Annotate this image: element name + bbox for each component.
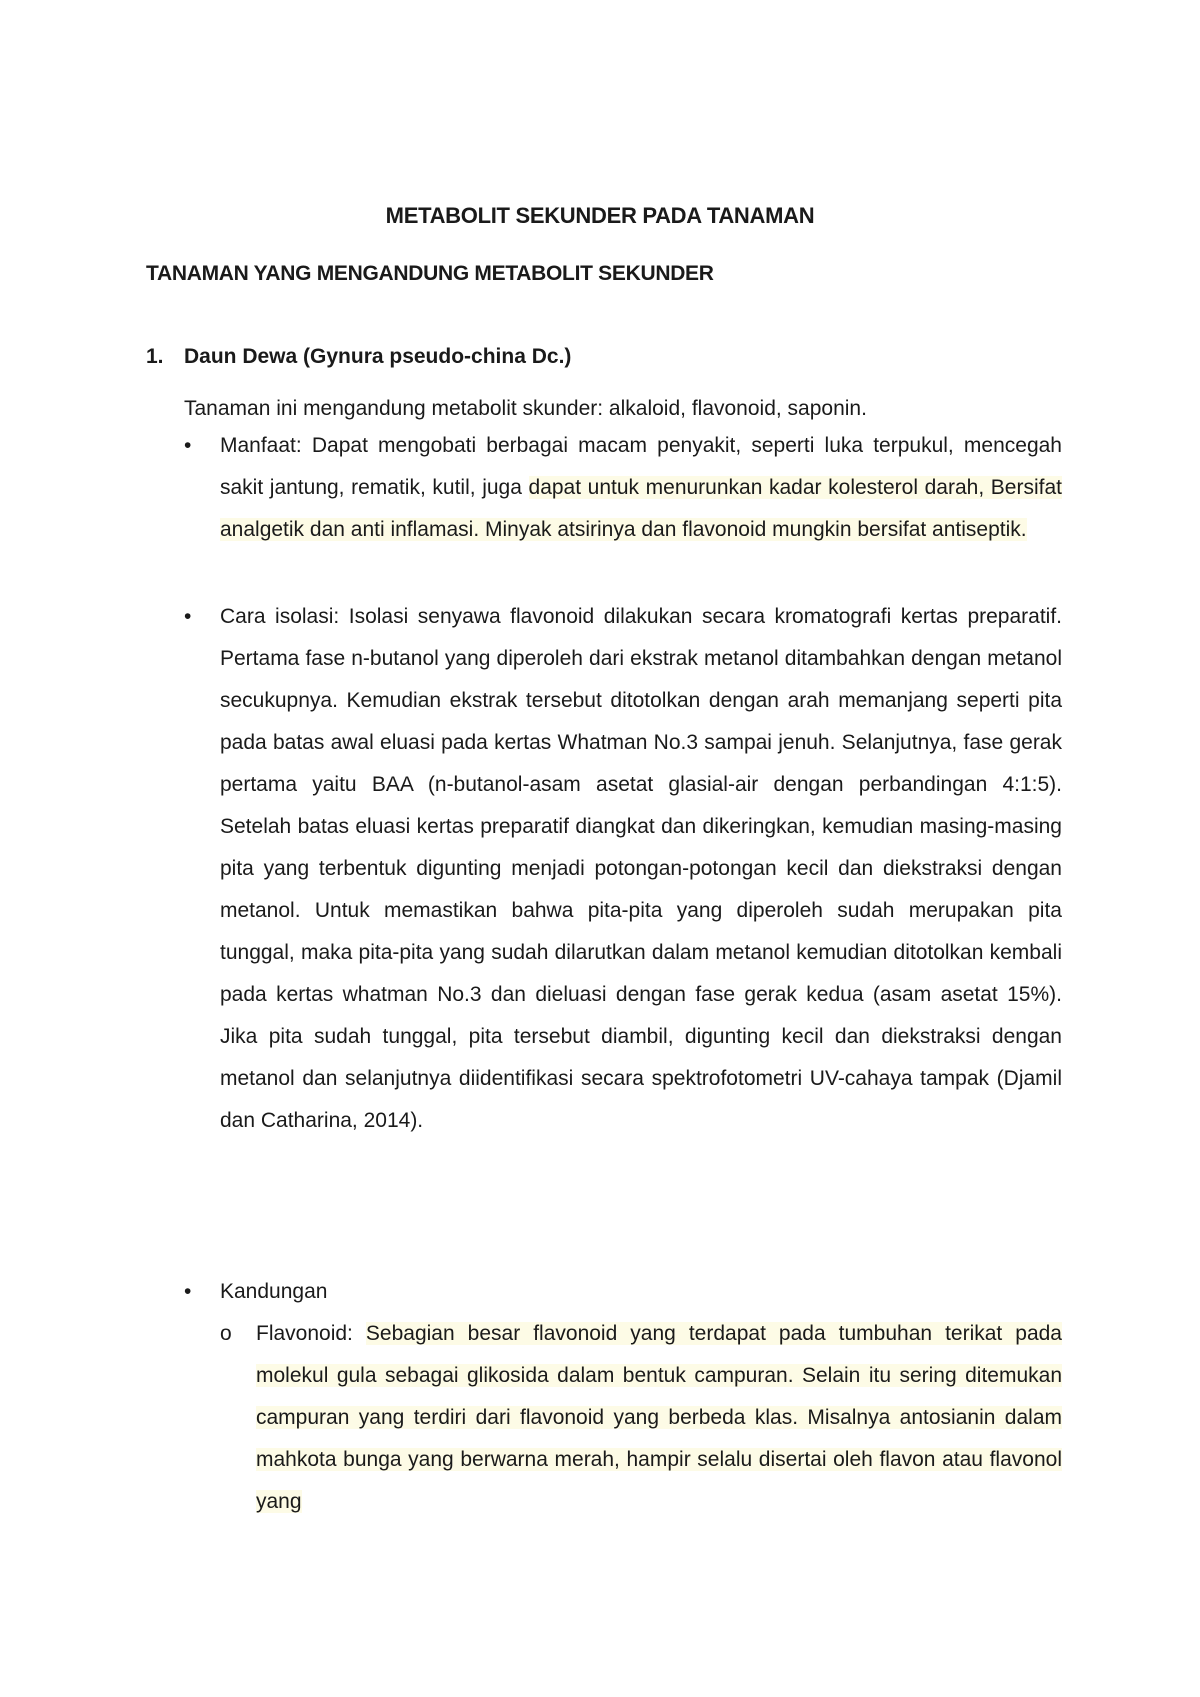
bullet-manfaat (184, 425, 1062, 551)
sub-item-flavonoid (220, 1313, 1062, 1523)
bullet-icon: • (184, 434, 192, 457)
bullet-text-part: Manfaat: Dapat mengobati berbagai macam penyakit, seperti luka terpukul, mencegah sakit jantung, rematik, kutil, juga (220, 434, 1062, 499)
item-number: 1. (146, 345, 164, 368)
highlighted-text: Sebagian besar flavonoid yang terdapat pada tumbuhan terikat pada molekul gula sebagai glikosida dalam bentuk campuran. Selain itu sering ditemukan campuran yang terdiri dari flavonoid yang berbeda klas. Misalnya antosianin dalam mahkota bunga yang berwarna merah, hampir selalu disertai oleh flavon atau flavonol yang (256, 1322, 1062, 1513)
section-heading: TANAMAN YANG MENGANDUNG METABOLIT SEKUNDER (146, 262, 714, 285)
bullet-icon: • (184, 605, 192, 628)
sub-item-text (256, 1313, 1062, 1523)
sub-bullet-icon: o (220, 1322, 232, 1345)
bullet-cara-isolasi (184, 596, 1062, 1142)
highlighted-text: dapat untuk menurunkan kadar kolesterol darah, Bersifat analgetik dan anti inflamasi. Minyak atsirinya dan flavonoid mungkin bersifat antiseptik. (220, 476, 1062, 541)
document-title: METABOLIT SEKUNDER PADA TANAMAN (385, 203, 815, 228)
bullet-icon: • (184, 1280, 192, 1303)
item-intro: Tanaman ini mengandung metabolit skunder: alkaloid, flavonoid, saponin. (184, 397, 867, 420)
item-title: Daun Dewa (Gynura pseudo-china Dc.) (184, 345, 572, 368)
sub-item-label: Flavonoid: (256, 1322, 366, 1345)
bullet-kandungan (184, 1271, 1062, 1313)
bullet-text: Kandungan (220, 1280, 328, 1303)
item-heading (146, 345, 571, 369)
bullet-text: Cara isolasi: Isolasi senyawa flavonoid dilakukan secara kromatografi kertas preparatif. Pertama fase n-butanol yang diperoleh dari ekstrak metanol ditambahkan dengan metanol secukupnya. Kemudian ekstrak tersebut ditotolkan dengan arah memanjang seperti pita pada batas awal eluasi pada kertas Whatman No.3 sampai jenuh. Selanjutnya, fase gerak pertama yaitu BAA (n-butanol-asam asetat glasial-air dengan perbandingan 4:1:5). Setelah batas eluasi kertas preparatif diangkat dan dikeringkan, kemudian masing-masing pita yang terbentuk digunting menjadi potongan-potongan kecil dan diekstraksi dengan metanol. Untuk memastikan bahwa pita-pita yang diperoleh sudah merupakan pita tunggal, maka pita-pita yang sudah dilarutkan dalam metanol kemudian ditotolkan kembali pada kertas whatman No.3 dan dieluasi dengan fase gerak kedua (asam asetat 15%). Jika pita sudah tunggal, pita tersebut diambil, digunting kecil dan diekstraksi dengan metanol dan selanjutnya diidentifikasi secara spektrofotometri UV-cahaya tampak (Djamil dan Catharina, 2014). (220, 605, 1062, 1132)
bullet-text (220, 425, 1062, 551)
